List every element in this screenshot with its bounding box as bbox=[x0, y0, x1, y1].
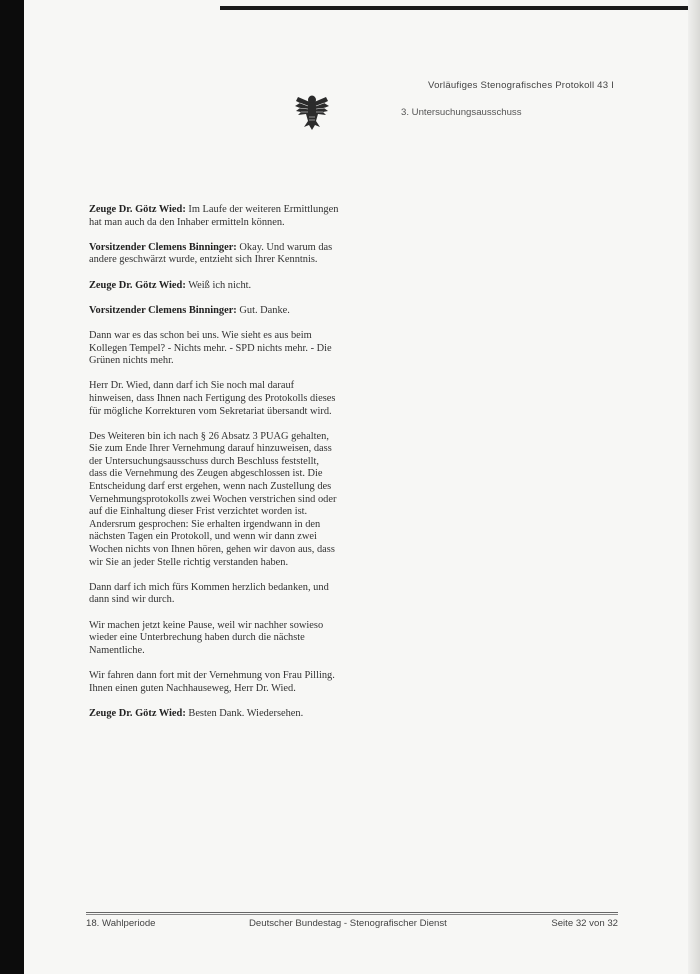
paragraph-text: Herr Dr. Wied, dann darf ich Sie noch mal darauf hinweisen, dass Ihnen nach Fertigung des Protokolls dieses für mögliche Korrekturen vom Sekretariat übersandt wird. bbox=[89, 380, 336, 417]
paragraph bbox=[89, 305, 339, 318]
scan-border-top bbox=[220, 6, 690, 10]
issuing-office: Deutscher Bundestag - Stenografischer Dienst bbox=[249, 918, 447, 929]
legislative-period: 18. Wahlperiode bbox=[86, 918, 156, 929]
footer-divider bbox=[86, 912, 618, 913]
page-footer bbox=[86, 918, 618, 932]
speaker-name: Vorsitzender Clemens Binninger: bbox=[89, 241, 237, 253]
paragraph-text: Okay. Und warum das andere geschwärzt wurde, entzieht sich Ihrer Kenntnis. bbox=[89, 241, 333, 266]
paragraph-text: Dann darf ich mich fürs Kommen herzlich bedanken, und dann sind wir durch. bbox=[89, 581, 329, 606]
paragraph bbox=[89, 380, 339, 418]
paragraph bbox=[89, 204, 339, 229]
paragraph-text: Gut. Danke. bbox=[236, 304, 290, 316]
paragraph-text: Wir fahren dann fort mit der Vernehmung von Frau Pilling. Ihnen einen guten Nachhauseweg, Herr Dr. Wied. bbox=[89, 669, 335, 694]
committee-name: 3. Untersuchungsausschuss bbox=[401, 107, 522, 118]
page-number: Seite 32 von 32 bbox=[551, 918, 618, 929]
paragraph bbox=[89, 330, 339, 368]
scan-border-left bbox=[0, 0, 24, 974]
federal-eagle-logo bbox=[294, 91, 330, 131]
paragraph bbox=[89, 431, 339, 570]
paragraph-text: Weiß ich nicht. bbox=[185, 279, 252, 291]
speaker-name: Zeuge Dr. Götz Wied: bbox=[89, 204, 186, 215]
paragraph-text: Im Laufe der weiteren Ermittlungen hat man auch da den Inhaber ermitteln können. bbox=[89, 204, 339, 228]
paragraph bbox=[89, 242, 339, 267]
paragraph bbox=[89, 708, 339, 721]
speaker-name: Zeuge Dr. Götz Wied: bbox=[89, 707, 186, 719]
footer-divider bbox=[86, 914, 618, 915]
paragraph bbox=[89, 582, 339, 607]
paragraph-text: Besten Dank. Wiedersehen. bbox=[185, 707, 304, 719]
paragraph-text: Dann war es das schon bei uns. Wie sieht es aus beim Kollegen Tempel? - Nichts mehr. - SPD nichts mehr. - Die Grünen nichts mehr. bbox=[89, 329, 332, 367]
speaker-name: Zeuge Dr. Götz Wied: bbox=[89, 279, 186, 291]
speaker-name: Vorsitzender Clemens Binninger: bbox=[89, 304, 237, 316]
paragraph-text: Des Weiteren bin ich nach § 26 Absatz 3 PUAG gehalten, Sie zum Ende Ihrer Vernehmung darauf hinzuweisen, dass der Untersuchungsausschuss durch Beschluss feststellt, dass die Vernehmung des Zeugen abgeschlossen ist. Die Entscheidung darf erst ergehen, wenn nach Zustellung des Vernehmungsprotokolls zwei Wochen verstrichen sind oder auf die Einhaltung dieser Frist verzichtet worden ist. Andersrum gesprochen: Sie erhalten irgendwann in den nächsten Tagen ein Protokoll, und wenn wir dann zwei Wochen nichts von Ihnen hören, gehen wir davon aus, dass wir Sie an jeder Stelle richtig verstanden haben. bbox=[89, 430, 337, 568]
protocol-body bbox=[89, 204, 339, 733]
scan-border-right bbox=[688, 0, 700, 974]
paragraph bbox=[89, 620, 339, 658]
paragraph-text: Wir machen jetzt keine Pause, weil wir nachher sowieso wieder eine Unterbrechung haben durch die nächste Namentliche. bbox=[89, 619, 324, 656]
paragraph bbox=[89, 280, 339, 293]
paragraph bbox=[89, 670, 339, 695]
protocol-title: Vorläufiges Stenografisches Protokoll 43 I bbox=[428, 80, 614, 91]
